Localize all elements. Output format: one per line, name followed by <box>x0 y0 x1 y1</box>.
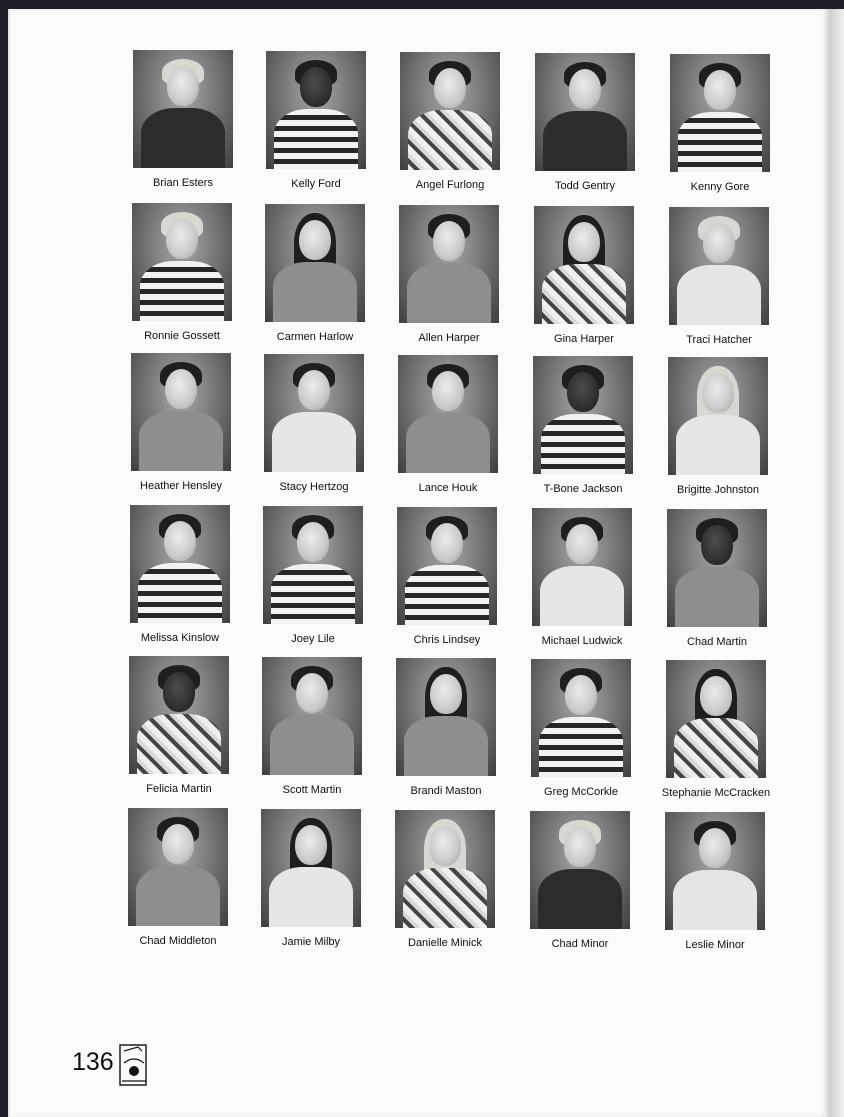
student-name: Ronnie Gossett <box>144 330 220 342</box>
student-name: Leslie Minor <box>685 939 745 951</box>
student-portrait <box>522 508 642 647</box>
shirt-shape <box>140 261 224 321</box>
face-shape <box>566 524 598 564</box>
student-portrait <box>523 356 643 495</box>
student-portrait <box>385 810 505 949</box>
shirt-shape <box>539 717 623 777</box>
student-photo <box>670 54 770 172</box>
face-shape <box>703 223 735 263</box>
student-name: Todd Gentry <box>555 180 615 192</box>
student-photo <box>532 508 632 626</box>
shirt-shape <box>404 716 488 776</box>
shirt-shape <box>272 412 356 472</box>
student-photo <box>396 658 496 776</box>
student-name: Carmen Harlow <box>276 331 354 343</box>
student-photo <box>665 812 765 930</box>
student-name: Lance Houk <box>418 482 478 494</box>
face-shape <box>300 67 332 107</box>
student-name: Traci Hatcher <box>686 334 752 346</box>
student-portrait <box>658 357 778 496</box>
shirt-shape <box>403 868 487 928</box>
shirt-shape <box>673 870 757 930</box>
shirt-shape <box>269 867 353 927</box>
shirt-shape <box>271 564 355 624</box>
face-shape <box>568 222 600 262</box>
student-portrait <box>660 54 780 193</box>
face-shape <box>297 522 329 562</box>
face-shape <box>567 372 599 412</box>
face-shape <box>163 672 195 712</box>
student-photo <box>531 659 631 777</box>
student-name: Stephanie McCracken <box>661 787 771 799</box>
shirt-shape <box>138 563 222 623</box>
student-name: Felicia Martin <box>146 783 212 795</box>
face-shape <box>429 826 461 866</box>
yearbook-logo <box>118 1041 150 1089</box>
face-shape <box>167 66 199 106</box>
student-name: Chris Lindsey <box>413 634 481 646</box>
student-photo <box>535 53 635 171</box>
face-shape <box>430 674 462 714</box>
student-photo <box>130 505 230 623</box>
student-portrait <box>387 507 507 646</box>
student-portrait <box>123 50 243 189</box>
student-name: Jamie Milby <box>281 936 341 948</box>
student-photo <box>398 355 498 473</box>
student-portrait <box>521 659 641 798</box>
student-portrait <box>251 809 371 948</box>
student-portrait <box>252 657 372 796</box>
face-shape <box>569 69 601 109</box>
student-portrait <box>524 206 644 345</box>
face-shape <box>704 70 736 110</box>
face-shape <box>166 219 198 259</box>
face-shape <box>699 828 731 868</box>
student-photo <box>669 207 769 325</box>
student-name: Brian Esters <box>153 177 213 189</box>
student-name: Allen Harper <box>418 332 480 344</box>
student-portrait <box>118 808 238 947</box>
face-shape <box>162 824 194 864</box>
student-name: Greg McCorkle <box>544 786 618 798</box>
student-name: Brandi Maston <box>410 785 482 797</box>
student-photo <box>397 507 497 625</box>
student-photo <box>263 506 363 624</box>
shirt-shape <box>540 566 624 626</box>
student-name: Chad Middleton <box>139 935 217 947</box>
shirt-shape <box>270 715 354 775</box>
student-photo <box>530 811 630 929</box>
student-portrait <box>253 506 373 645</box>
face-shape <box>299 220 331 260</box>
student-photo <box>533 356 633 474</box>
student-portrait <box>659 207 779 346</box>
student-name: Kelly Ford <box>291 178 341 190</box>
student-photo <box>128 808 228 926</box>
shirt-shape <box>407 263 491 323</box>
shirt-shape <box>405 565 489 625</box>
student-name: Kenny Gore <box>690 181 750 193</box>
student-photo <box>131 353 231 471</box>
student-name: Brigitte Johnston <box>677 484 759 496</box>
student-portrait <box>119 656 239 795</box>
shirt-shape <box>406 413 490 473</box>
face-shape <box>434 68 466 108</box>
student-photo <box>266 51 366 169</box>
face-shape <box>431 523 463 563</box>
shirt-shape <box>139 411 223 471</box>
student-name: Heather Hensley <box>140 480 222 492</box>
student-portrait <box>657 509 777 648</box>
page-number: 136 <box>72 1048 114 1076</box>
student-portrait <box>389 205 509 344</box>
face-shape <box>700 676 732 716</box>
student-name: Gina Harper <box>554 333 614 345</box>
student-photo <box>129 656 229 774</box>
student-portrait <box>120 505 240 644</box>
student-portrait <box>656 660 776 799</box>
student-photo <box>400 52 500 170</box>
face-shape <box>165 369 197 409</box>
student-portrait <box>256 51 376 190</box>
student-portrait <box>390 52 510 191</box>
shirt-shape <box>675 567 759 627</box>
shirt-shape <box>542 264 626 324</box>
shirt-shape <box>541 414 625 474</box>
student-photo <box>534 206 634 324</box>
student-name: Angel Furlong <box>415 179 485 191</box>
shirt-shape <box>678 112 762 172</box>
face-shape <box>564 827 596 867</box>
student-photo <box>667 509 767 627</box>
student-photo <box>399 205 499 323</box>
student-name: Chad Martin <box>687 636 747 648</box>
shirt-shape <box>677 265 761 325</box>
face-shape <box>565 675 597 715</box>
student-name: T-Bone Jackson <box>543 483 623 495</box>
student-portrait <box>254 354 374 493</box>
student-photo <box>395 810 495 928</box>
shirt-shape <box>543 111 627 171</box>
face-shape <box>433 221 465 261</box>
shirt-shape <box>137 714 221 774</box>
student-photo <box>133 50 233 168</box>
student-portrait <box>386 658 506 797</box>
shirt-shape <box>136 866 220 926</box>
student-name: Stacy Hertzog <box>279 481 349 493</box>
shirt-shape <box>674 718 758 778</box>
student-photo <box>666 660 766 778</box>
student-name: Danielle Minick <box>408 937 482 949</box>
student-portrait <box>255 204 375 343</box>
student-portrait <box>655 812 775 951</box>
student-portrait <box>388 355 508 494</box>
student-name: Joey Lile <box>291 633 335 645</box>
student-photo <box>668 357 768 475</box>
student-name: Scott Martin <box>282 784 342 796</box>
shirt-shape <box>408 110 492 170</box>
student-portrait <box>121 353 241 492</box>
face-shape <box>701 525 733 565</box>
student-photo <box>265 204 365 322</box>
shirt-shape <box>273 262 357 322</box>
face-shape <box>432 371 464 411</box>
shirt-shape <box>676 415 760 475</box>
student-name: Michael Ludwick <box>541 635 623 647</box>
student-name: Melissa Kinslow <box>140 632 220 644</box>
face-shape <box>298 370 330 410</box>
shirt-shape <box>538 869 622 929</box>
student-portrait <box>520 811 640 950</box>
student-photo <box>261 809 361 927</box>
face-shape <box>164 521 196 561</box>
face-shape <box>295 825 327 865</box>
shirt-shape <box>141 108 225 168</box>
student-photo <box>264 354 364 472</box>
face-shape <box>296 673 328 713</box>
student-name: Chad Minor <box>551 938 609 950</box>
student-portrait <box>525 53 645 192</box>
shirt-shape <box>274 109 358 169</box>
student-photo <box>132 203 232 321</box>
student-portrait <box>122 203 242 342</box>
student-photo <box>262 657 362 775</box>
face-shape <box>702 373 734 413</box>
